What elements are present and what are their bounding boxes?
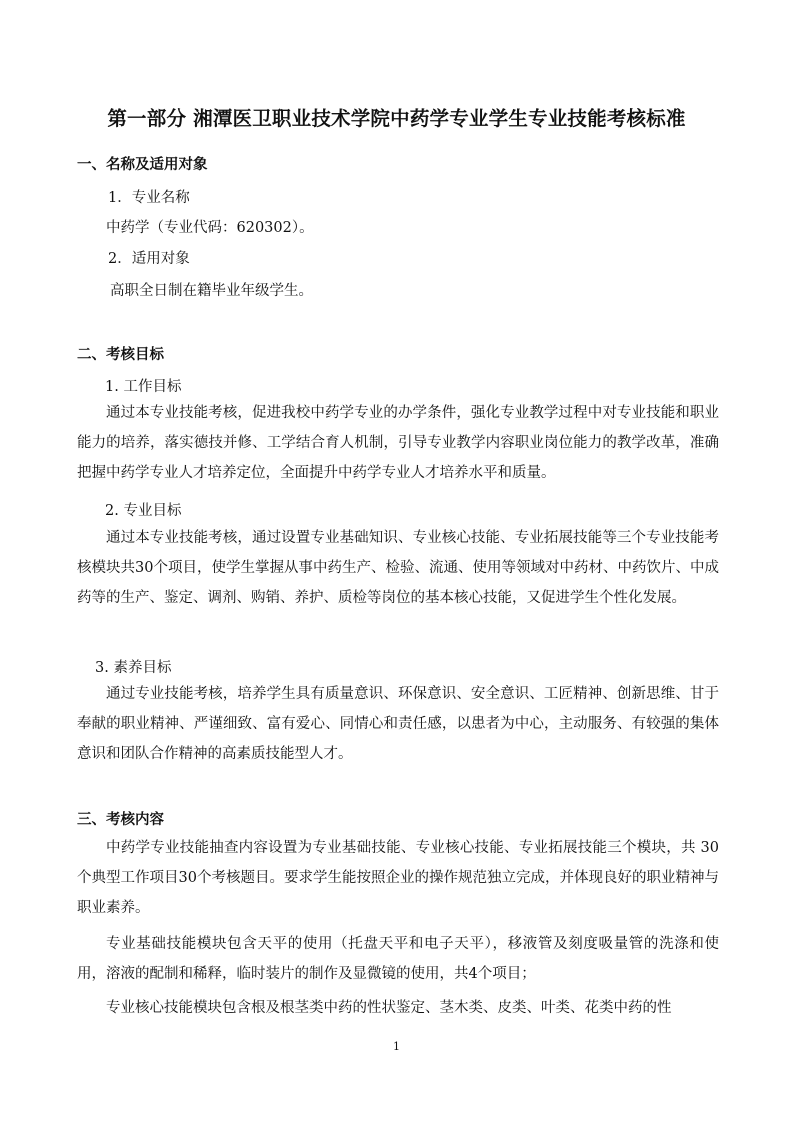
item-label: 3. 素养目标 [95, 660, 172, 676]
section-heading: 三、考核内容 [77, 812, 164, 828]
page-title: 第一部分 湘潭医卫职业技术学院中药学专业学生专业技能考核标准 [107, 107, 686, 130]
page-number: 1 [393, 1040, 400, 1053]
paragraph: 专业核心技能模块包含根及根茎类中药的性状鉴定、茎木类、皮类、叶类、花类中药的性 [106, 1000, 672, 1016]
paragraph: 通过本专业技能考核，促进我校中药学专业的办学条件，强化专业教学过程中对专业技能和职业能力的培养，落实德技并修、工学结合育人机制，引导专业教学内容职业岗位能力的教学改革，准确把握中药学专业人才培养定位，全面提升中药学专业人才培养水平和质量。 [77, 405, 719, 482]
item-label: 1．专业名称 [108, 190, 190, 206]
paragraph: 专业基础技能模块包含天平的使用（托盘天平和电子天平），移液管及刻度吸量管的洗涤和使用，溶液的配制和稀释，临时装片的制作及显微镜的使用，共4个项目； [77, 936, 719, 983]
paragraph: 中药学专业技能抽查内容设置为专业基础技能、专业核心技能、专业拓展技能三个模块，共 30个典型工作项目30个考核题目。要求学生能按照企业的操作规范独立完成，并体现良好的职业精神与职业素养。 [77, 840, 719, 917]
item-text: 中药学（专业代码：620302）。 [106, 220, 314, 236]
paragraph: 通过专业技能考核，培养学生具有质量意识、环保意识、安全意识、工匠精神、创新思维、甘于奉献的职业精神、严谨细致、富有爱心、同情心和责任感，以患者为中心，主动服务、有较强的集体意识和团队合作精神的高素质技能型人才。 [77, 686, 719, 763]
section-heading: 二、考核目标 [77, 347, 164, 363]
section-heading: 一、名称及适用对象 [77, 157, 208, 173]
item-label: 2. 专业目标 [105, 503, 182, 519]
paragraph: 通过本专业技能考核，通过设置专业基础知识、专业核心技能、专业拓展技能等三个专业技能考核模块共30个项目，使学生掌握从事中药生产、检验、流通、使用等领域对中药材、中药饮片、中成药等的生产、鉴定、调剂、购销、养护、质检等岗位的基本核心技能，又促进学生个性化发展。 [77, 530, 719, 607]
item-text: 高职全日制在籍毕业年级学生。 [110, 283, 313, 299]
item-label: 2．适用对象 [108, 251, 190, 267]
item-label: 1. 工作目标 [105, 379, 182, 395]
